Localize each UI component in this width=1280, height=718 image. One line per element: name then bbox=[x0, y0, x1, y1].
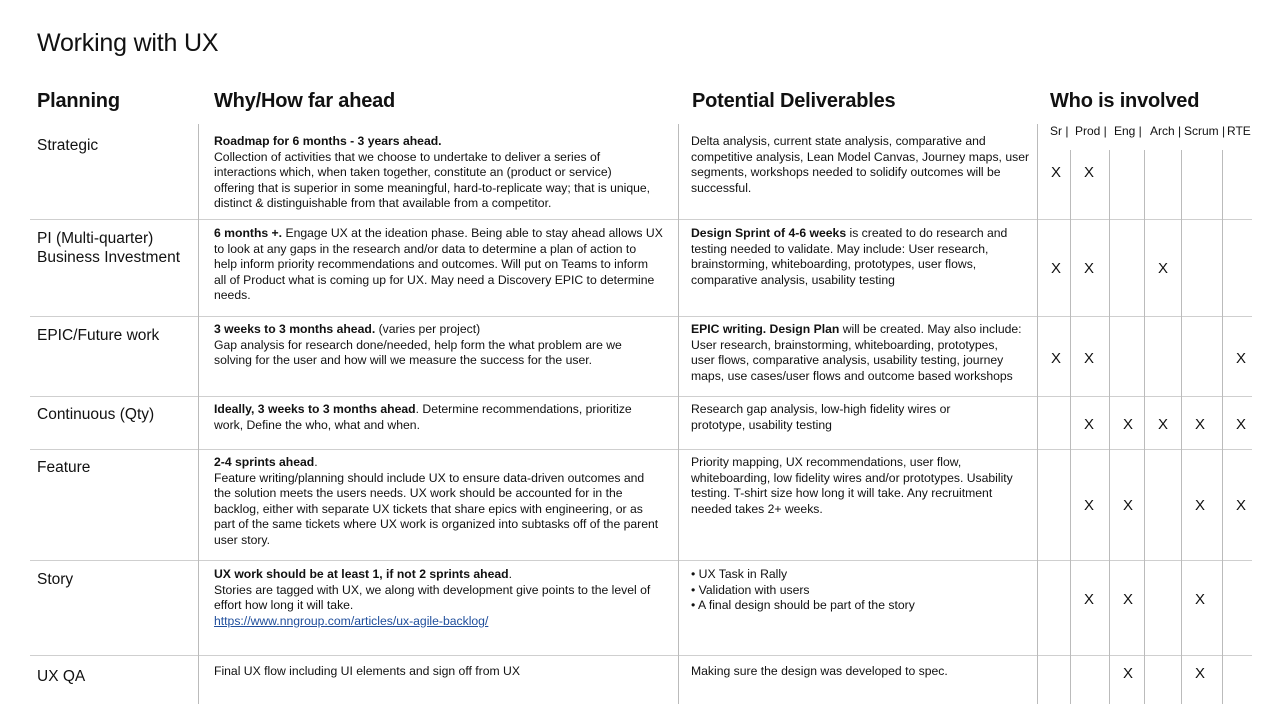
involvement-mark: X bbox=[1083, 260, 1094, 277]
why-cell-bold: 2-4 sprints ahead bbox=[214, 455, 315, 469]
involvement-mark: X bbox=[1194, 665, 1205, 682]
deliverables-cell-line: maps, use cases/user flows and outcome based workshops bbox=[691, 368, 1013, 383]
why-cell-line: user story. bbox=[214, 532, 270, 547]
involvement-mark: X bbox=[1235, 416, 1246, 433]
why-cell bbox=[214, 455, 658, 549]
deliverables-cell-line: User research, brainstorming, whiteboarding, prototypes, bbox=[691, 337, 998, 352]
deliverables-cell-first-text: will be created. May also include: bbox=[839, 322, 1022, 336]
deliverables-cell bbox=[691, 226, 1007, 288]
why-cell-line: part of the same tickets where UX work is organized into subtasks off of the parent bbox=[214, 517, 659, 532]
row-label-line: Feature bbox=[37, 459, 91, 476]
deliverables-cell-line: Research gap analysis, low-high fidelity wires or bbox=[691, 402, 951, 416]
column-divider bbox=[198, 124, 199, 704]
deliverables-cell-line: • UX Task in Rally bbox=[691, 567, 788, 581]
why-cell-line: offering that is superior in some meaningful, hard-to-replicate way; that is unique, bbox=[214, 180, 651, 195]
column-divider bbox=[678, 124, 679, 704]
why-cell bbox=[214, 322, 622, 369]
row-label bbox=[37, 570, 73, 589]
deliverables-cell bbox=[691, 322, 1022, 384]
involvement-mark: X bbox=[1122, 591, 1133, 608]
row-label bbox=[37, 667, 85, 686]
deliverables-cell-line: brainstorming, whiteboarding, prototypes, user flows, bbox=[691, 257, 977, 272]
row-label bbox=[37, 458, 90, 477]
involvement-mark: X bbox=[1194, 416, 1205, 433]
why-cell-bold: UX work should be at least 1, if not 2 sprints ahead bbox=[214, 567, 509, 581]
deliverables-cell-line: competitive analysis, Lean Model Canvas, Journey maps, user bbox=[691, 149, 1030, 164]
involvement-mark: X bbox=[1157, 260, 1168, 277]
row-divider bbox=[30, 449, 1252, 450]
why-cell bbox=[214, 134, 650, 212]
deliverables-cell-line: testing needed to validate. May include: User research, bbox=[691, 241, 989, 256]
why-cell-bold: Ideally, 3 weeks to 3 months ahead bbox=[214, 402, 416, 416]
deliverables-cell bbox=[691, 455, 1013, 517]
why-cell-line: Gap analysis for research done/needed, help form the what problem are we bbox=[214, 337, 622, 352]
why-cell-line: Final UX flow including UI elements and sign off from UX bbox=[214, 664, 520, 678]
row-divider bbox=[30, 560, 1252, 561]
deliverables-cell-line: segments, workshops needed to solidify outcomes will be bbox=[691, 165, 1001, 180]
deliverables-cell-line: • Validation with users bbox=[691, 582, 810, 597]
page-title: Working with UX bbox=[37, 29, 219, 57]
deliverables-cell-line: • A final design should be part of the story bbox=[691, 598, 915, 613]
role-sr: Sr | bbox=[1050, 124, 1069, 138]
deliverables-cell-line: needed takes 2+ weeks. bbox=[691, 501, 823, 516]
deliverables-cell-line: prototype, usability testing bbox=[691, 417, 832, 432]
why-cell-first-text: (varies per project) bbox=[375, 322, 481, 336]
why-cell-line: the solution meets the users needs. UX work should be accounted for in the bbox=[214, 486, 623, 501]
why-cell-line: help inform priority recommendations and outcomes. Will put on Teams to inform bbox=[214, 257, 648, 272]
why-cell-line: distinct & distinguishable from that available from a competitor. bbox=[214, 196, 552, 211]
involvement-mark: X bbox=[1122, 665, 1133, 682]
why-cell-first-text: . Determine recommendations, prioritize bbox=[415, 402, 632, 416]
header-deliverables: Potential Deliverables bbox=[692, 90, 896, 112]
header-planning: Planning bbox=[37, 90, 120, 112]
deliverables-cell bbox=[691, 664, 948, 680]
role-scrum: Scrum | bbox=[1184, 124, 1226, 138]
row-label-line: Continuous (Qty) bbox=[37, 406, 155, 423]
why-cell bbox=[214, 226, 663, 304]
why-cell-line: needs. bbox=[214, 288, 251, 303]
row-label bbox=[37, 229, 180, 267]
involvement-mark: X bbox=[1122, 497, 1133, 514]
deliverables-cell-bold: EPIC writing. Design Plan bbox=[691, 322, 840, 336]
column-divider bbox=[1037, 124, 1038, 704]
row-label-line: Story bbox=[37, 571, 74, 588]
why-cell-first-line bbox=[214, 402, 632, 418]
header-who: Who is involved bbox=[1050, 90, 1200, 112]
row-divider bbox=[30, 219, 1252, 220]
why-cell-first-line bbox=[214, 455, 658, 471]
row-label-line: PI (Multi-quarter) bbox=[37, 230, 154, 247]
why-cell-first-text: Engage UX at the ideation phase. Being able to stay ahead allows UX bbox=[282, 226, 663, 240]
row-label-line: Strategic bbox=[37, 137, 99, 154]
nngroup-link[interactable]: https://www.nngroup.com/articles/ux-agile-backlog/ bbox=[214, 613, 489, 628]
why-cell bbox=[214, 402, 632, 433]
why-cell-line: to look at any gaps in the research and/or data to determine a plan of action to bbox=[214, 241, 637, 256]
why-cell-line: Feature writing/planning should include UX to ensure data-driven outcomes and bbox=[214, 470, 645, 485]
deliverables-cell-line: Making sure the design was developed to spec. bbox=[691, 664, 948, 678]
involvement-mark: X bbox=[1157, 416, 1168, 433]
role-rte: RTE bbox=[1227, 124, 1251, 138]
role-eng: Eng | bbox=[1114, 124, 1142, 138]
row-divider bbox=[30, 655, 1252, 656]
role-prod: Prod | bbox=[1075, 124, 1107, 138]
why-cell-line: interactions which, when taken together, constitute an (product or service) bbox=[214, 165, 612, 180]
involvement-mark: X bbox=[1083, 350, 1094, 367]
involvement-mark: X bbox=[1194, 497, 1205, 514]
why-cell-line: Stories are tagged with UX, we along with development give points to the level of bbox=[214, 582, 651, 597]
involvement-mark: X bbox=[1050, 350, 1061, 367]
involvement-mark: X bbox=[1235, 350, 1246, 367]
row-label-line: Business Investment bbox=[37, 249, 181, 266]
why-cell-line: effort how long it will take. bbox=[214, 598, 354, 613]
why-cell-bold: 6 months +. bbox=[214, 226, 283, 240]
why-cell-first-line bbox=[214, 322, 622, 338]
why-cell-first-line bbox=[214, 226, 663, 242]
involvement-mark: X bbox=[1050, 260, 1061, 277]
deliverables-cell-line: Priority mapping, UX recommendations, user flow, bbox=[691, 455, 962, 469]
why-cell-line: work, Define the who, what and when. bbox=[214, 417, 420, 432]
why-cell bbox=[214, 567, 650, 629]
why-cell-first-text: . bbox=[508, 567, 512, 581]
role-arch: Arch | bbox=[1150, 124, 1182, 138]
involvement-mark: X bbox=[1083, 164, 1094, 181]
why-cell-first-text: . bbox=[314, 455, 318, 469]
why-cell-bold: 3 weeks to 3 months ahead. bbox=[214, 322, 376, 336]
deliverables-cell-line: whiteboarding, low fidelity wires and/or prototypes. Usability bbox=[691, 470, 1013, 485]
row-divider bbox=[30, 396, 1252, 397]
why-cell-first-line bbox=[214, 134, 650, 150]
deliverables-cell-bold: Design Sprint of 4-6 weeks bbox=[691, 226, 847, 240]
involvement-mark: X bbox=[1122, 416, 1133, 433]
row-label-line: EPIC/Future work bbox=[37, 327, 160, 344]
deliverables-cell-first-text: is created to do research and bbox=[846, 226, 1008, 240]
deliverables-cell bbox=[691, 402, 950, 433]
header-why: Why/How far ahead bbox=[214, 90, 396, 112]
involvement-mark: X bbox=[1050, 164, 1061, 181]
involvement-mark: X bbox=[1235, 497, 1246, 514]
why-cell bbox=[214, 664, 520, 680]
why-cell-line: Collection of activities that we choose to undertake to deliver a series of bbox=[214, 149, 601, 164]
deliverables-cell-line: user flows, comparative analysis, usability testing, journey bbox=[691, 353, 1004, 368]
row-label-line: UX QA bbox=[37, 668, 86, 685]
row-label bbox=[37, 136, 98, 155]
deliverables-cell-line: testing. T-shirt size how long it will take. Any recruitment bbox=[691, 486, 993, 501]
deliverables-cell bbox=[691, 567, 915, 614]
deliverables-cell-line: successful. bbox=[691, 180, 752, 195]
why-cell-bold: Roadmap for 6 months - 3 years ahead. bbox=[214, 134, 442, 148]
involvement-mark: X bbox=[1083, 591, 1094, 608]
row-divider bbox=[30, 316, 1252, 317]
why-cell-line: solving for the user and how will we measure the success for the user. bbox=[214, 353, 592, 368]
why-cell-line: all of Product what is coming up for UX. May need a Discovery EPIC to determine bbox=[214, 272, 655, 287]
involvement-mark: X bbox=[1194, 591, 1205, 608]
row-label bbox=[37, 405, 154, 424]
deliverables-cell-first-line bbox=[691, 322, 1022, 338]
deliverables-cell-line: comparative analysis, usability testing bbox=[691, 272, 895, 287]
row-label bbox=[37, 326, 159, 345]
deliverables-cell-first-line bbox=[691, 226, 1007, 242]
involvement-mark: X bbox=[1083, 497, 1094, 514]
why-cell-line: backlog, either with separate UX tickets that share epics with engineering, or as bbox=[214, 501, 643, 516]
why-cell-first-line bbox=[214, 567, 650, 583]
deliverables-cell bbox=[691, 134, 1029, 196]
involvement-mark: X bbox=[1083, 416, 1094, 433]
deliverables-cell-line: Delta analysis, current state analysis, comparative and bbox=[691, 134, 986, 148]
